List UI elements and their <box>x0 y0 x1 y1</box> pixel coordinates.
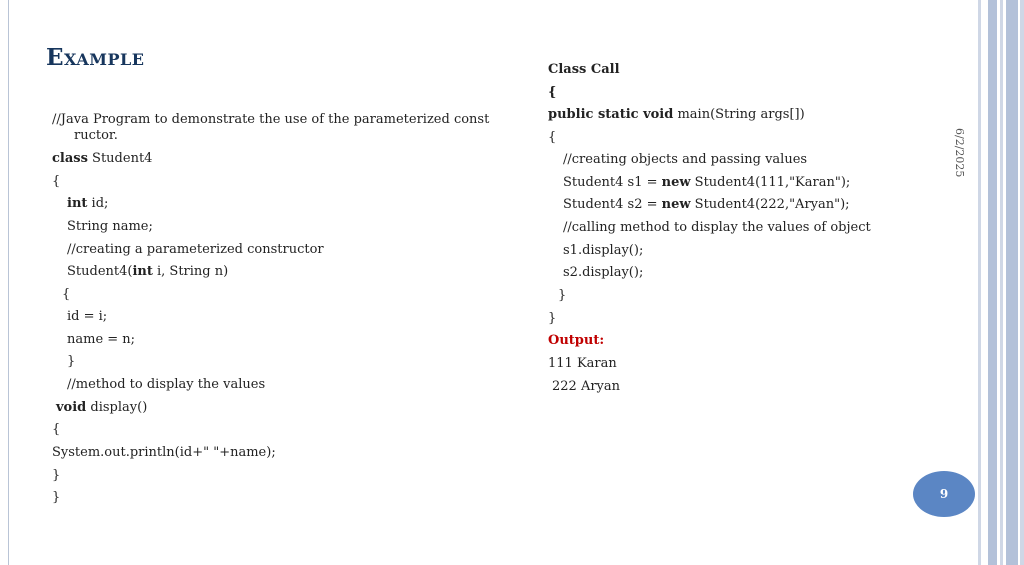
code-text: } <box>548 311 557 326</box>
output-label: Output: <box>548 333 605 348</box>
code-text: Student4( <box>67 264 133 279</box>
code-text: //Java Program to demonstrate the use of the parameterized const <box>52 112 490 127</box>
code-text: //method to display the values <box>67 377 266 392</box>
page-number-badge: 9 <box>913 471 975 517</box>
code-keyword: new <box>661 175 691 190</box>
code-text: Student4 s1 = <box>563 175 662 190</box>
code-text: Student4(222,"Aryan"); <box>690 197 850 212</box>
code-keyword: new <box>661 197 691 212</box>
code-text: display() <box>86 400 148 415</box>
code-text: //creating objects and passing values <box>563 152 808 167</box>
code-text: { <box>548 130 557 145</box>
right-code-line <box>563 197 850 213</box>
slide-title: Example <box>46 44 145 71</box>
right-code-line <box>548 107 805 123</box>
code-text: Student4 s2 = <box>563 197 662 212</box>
decorative-side-bars <box>978 0 1024 565</box>
right-code-line <box>548 85 556 101</box>
code-text: ructor. <box>74 128 118 143</box>
right-code-line <box>558 288 566 304</box>
code-keyword: int <box>132 264 153 279</box>
right-code-line <box>548 356 617 372</box>
code-text: main(String args[]) <box>673 107 805 122</box>
right-code-line <box>552 379 620 395</box>
code-text: Student4(111,"Karan"); <box>690 175 851 190</box>
code-text: id; <box>87 196 109 211</box>
right-code-line <box>548 62 620 78</box>
code-text: name = n; <box>67 332 136 347</box>
code-text: { <box>52 422 61 437</box>
right-code-line <box>548 130 556 146</box>
code-keyword: { <box>548 85 557 100</box>
code-text: { <box>62 287 71 302</box>
right-code-line <box>548 333 604 349</box>
code-text: //creating a parameterized constructor <box>67 242 324 257</box>
code-text: Student4 <box>87 151 153 166</box>
right-code-line <box>563 220 871 236</box>
code-keyword: Class Call <box>548 62 620 77</box>
code-text: 111 Karan <box>548 356 617 371</box>
code-text: } <box>52 468 61 483</box>
slide-date: 6/2/2025 <box>953 128 966 178</box>
right-code-line <box>563 243 643 259</box>
right-code-line <box>548 311 556 327</box>
code-keyword: public static void <box>548 107 674 122</box>
code-text: } <box>52 490 61 505</box>
code-text: } <box>558 288 567 303</box>
right-code-line <box>563 175 850 191</box>
code-text: String name; <box>67 219 153 234</box>
code-keyword: void <box>56 400 87 415</box>
code-text: s1.display(); <box>563 243 644 258</box>
code-text: System.out.println(id+" "+name); <box>52 445 276 460</box>
code-text: { <box>52 174 61 189</box>
code-keyword: class <box>52 151 88 166</box>
code-text: i, String n) <box>152 264 229 279</box>
code-text: id = i; <box>67 309 108 324</box>
code-text: } <box>67 354 76 369</box>
right-code-line <box>563 152 807 168</box>
code-text: s2.display(); <box>563 265 644 280</box>
right-code-line <box>563 265 643 281</box>
code-text: 222 Aryan <box>552 379 621 394</box>
code-text: //calling method to display the values of object <box>563 220 871 235</box>
code-keyword: int <box>67 196 88 211</box>
